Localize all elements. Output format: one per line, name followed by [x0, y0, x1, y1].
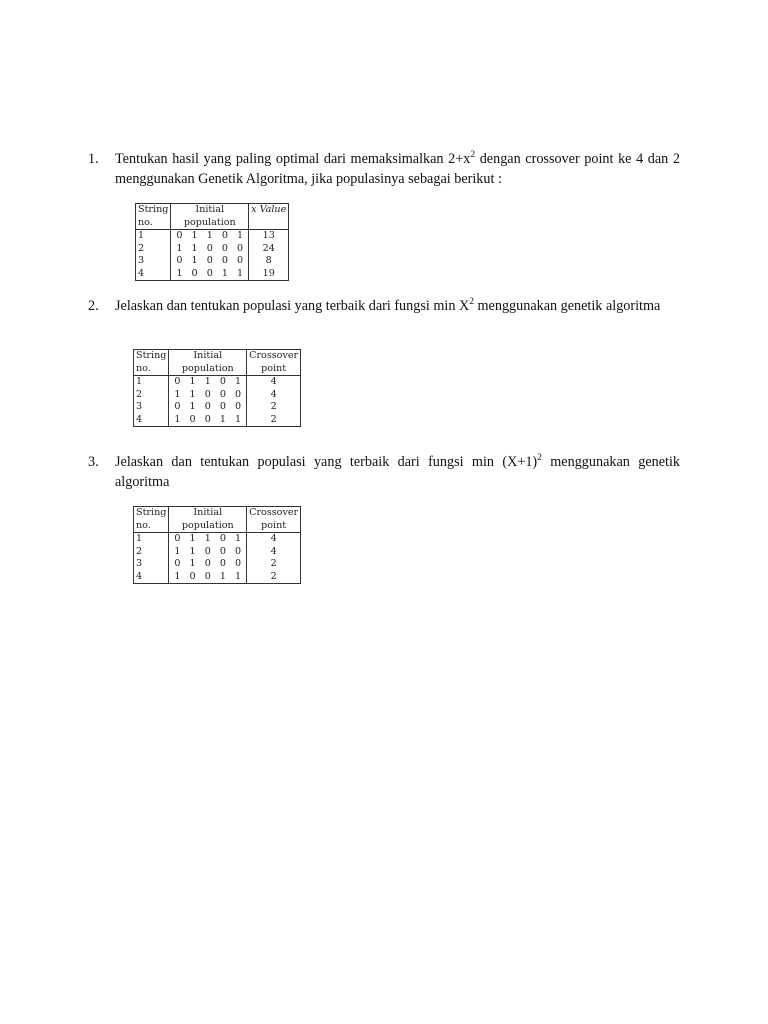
- table-row: 4 1 0 0 1 1 2: [134, 414, 301, 427]
- header-string: String: [134, 350, 169, 363]
- header-string: String: [134, 507, 169, 520]
- header-initial: Initial: [169, 507, 247, 520]
- header-string: String: [136, 204, 171, 217]
- question-number: 1.: [88, 151, 99, 167]
- question-text: Jelaskan dan tentukan populasi yang terbaik dari fungsi $\min (X+1)^2$ menggunakan genetik algoritma: [115, 453, 680, 490]
- question-number: 2.: [88, 298, 99, 314]
- header-no: no.: [136, 217, 171, 230]
- header-point: point: [247, 363, 301, 376]
- header-population: population: [169, 520, 247, 533]
- table-row: 2 1 1 0 0 0 4: [134, 546, 301, 559]
- header-no: no.: [134, 520, 169, 533]
- header-population: population: [171, 217, 249, 230]
- table-row: 3 0 1 0 0 0 8: [136, 255, 289, 268]
- question-text: Tentukan hasil yang paling optimal dari memaksimalkan $2+x^2$ dengan crossover point ke 4 dan 2 menggunakan Genetik Algoritma, jika populasinya sebagai berikut :: [115, 150, 680, 187]
- question-2: [88, 296, 680, 316]
- table-row: 3 0 1 0 0 0 2: [134, 558, 301, 571]
- question-1: [88, 149, 680, 189]
- header-point: point: [247, 520, 301, 533]
- table-row: 3 0 1 0 0 0 2: [134, 401, 301, 414]
- population-table-3: [133, 506, 301, 584]
- header-initial: Initial: [169, 350, 247, 363]
- population-table-2: [133, 349, 301, 427]
- header-no: no.: [134, 363, 169, 376]
- table-row: 2 1 1 0 0 0 4: [134, 389, 301, 402]
- header-crossover: Crossover: [247, 507, 301, 520]
- table-row: 1 0 1 1 0 1 13: [136, 230, 289, 243]
- table-row: 1 0 1 1 0 1 4: [134, 533, 301, 546]
- table-row: 4 1 0 0 1 1 2: [134, 571, 301, 584]
- header-x-value: x Value: [249, 204, 289, 217]
- question-number: 3.: [88, 454, 99, 470]
- header-empty: [249, 217, 289, 230]
- question-3: [88, 452, 680, 492]
- table-row: 2 1 1 0 0 0 24: [136, 243, 289, 256]
- header-crossover: Crossover: [247, 350, 301, 363]
- question-text: Jelaskan dan tentukan populasi yang terbaik dari fungsi $\min X^2$ menggunakan genetik algoritma: [115, 297, 661, 314]
- population-table-1: [135, 203, 289, 281]
- header-population: population: [169, 363, 247, 376]
- table-row: 1 0 1 1 0 1 4: [134, 376, 301, 389]
- header-initial: Initial: [171, 204, 249, 217]
- table-row: 4 1 0 0 1 1 19: [136, 268, 289, 281]
